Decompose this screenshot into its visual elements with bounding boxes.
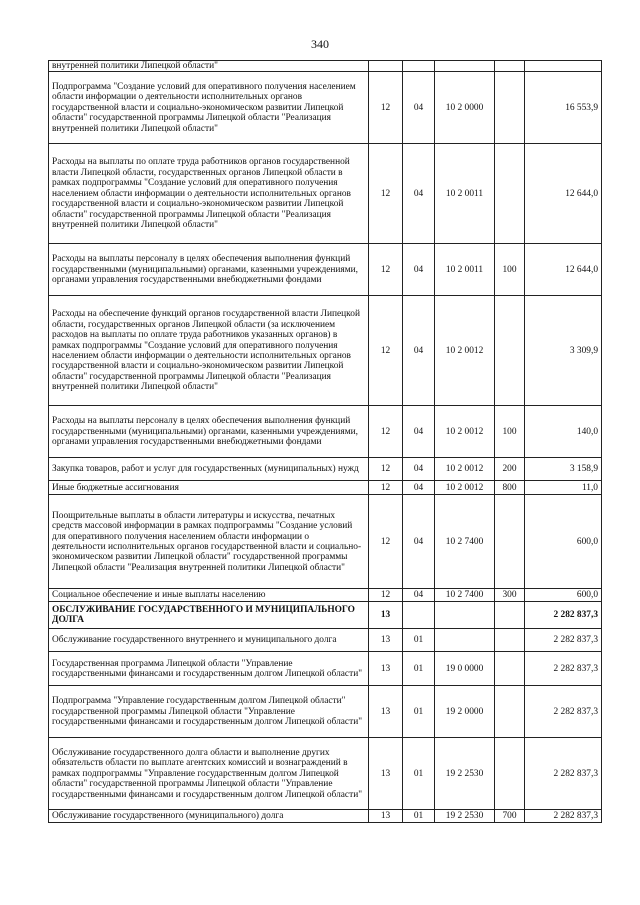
expense-type-cell: 700 xyxy=(495,810,525,823)
amount-cell: 12 644,0 xyxy=(525,144,602,244)
subsection-code-cell: 04 xyxy=(403,296,435,406)
expense-type-cell xyxy=(495,738,525,810)
amount-cell: 2 282 837,3 xyxy=(525,602,602,629)
amount-cell: 2 282 837,3 xyxy=(525,629,602,652)
page-number: 340 xyxy=(311,37,329,51)
amount-cell: 2 282 837,3 xyxy=(525,652,602,686)
expense-type-cell xyxy=(495,602,525,629)
table-row xyxy=(49,72,602,144)
section-code-cell: 12 xyxy=(369,458,403,481)
subsection-code-cell: 04 xyxy=(403,458,435,481)
amount-cell: 140,0 xyxy=(525,406,602,458)
table-row xyxy=(49,144,602,244)
expense-type-cell xyxy=(495,61,525,72)
expense-name-cell: Подпрограмма "Управление государственным долгом Липецкой области" государственной программы Липецкой области "Управление государственными финансами и государственным долгом Липецкой области" xyxy=(49,686,369,738)
expense-type-cell xyxy=(495,652,525,686)
section-code-cell: 13 xyxy=(369,629,403,652)
expense-name-cell: Расходы на выплаты персоналу в целях обеспечения выполнения функций государственными (муниципальными) органами, казенными учреждениями, органами управления государственными внебюджетными фондами xyxy=(49,244,369,296)
subsection-code-cell xyxy=(403,602,435,629)
expense-name-cell: Обслуживание государственного (муниципального) долга xyxy=(49,810,369,823)
amount-cell xyxy=(525,61,602,72)
table-row xyxy=(49,686,602,738)
subsection-code-cell: 04 xyxy=(403,72,435,144)
table-row xyxy=(49,481,602,495)
subsection-code-cell: 04 xyxy=(403,406,435,458)
expense-name-cell: Расходы на выплаты персоналу в целях обеспечения выполнения функций государственными (муниципальными) органами, казенными учреждениями, органами управления государственными внебюджетными фондами xyxy=(49,406,369,458)
section-code-cell: 12 xyxy=(369,589,403,602)
expense-name-cell: Обслуживание государственного внутреннего и муниципального долга xyxy=(49,629,369,652)
section-code-cell: 12 xyxy=(369,144,403,244)
section-code-cell xyxy=(369,61,403,72)
table-row xyxy=(49,652,602,686)
section-code-cell: 13 xyxy=(369,686,403,738)
table-row xyxy=(49,738,602,810)
table-row xyxy=(49,629,602,652)
subsection-code-cell: 04 xyxy=(403,481,435,495)
target-article-cell: 10 2 0012 xyxy=(435,458,495,481)
target-article-cell xyxy=(435,61,495,72)
amount-cell: 12 644,0 xyxy=(525,244,602,296)
amount-cell: 600,0 xyxy=(525,495,602,589)
target-article-cell: 19 2 2530 xyxy=(435,738,495,810)
expense-type-cell xyxy=(495,629,525,652)
target-article-cell: 19 2 2530 xyxy=(435,810,495,823)
expense-name-cell: Закупка товаров, работ и услуг для государственных (муниципальных) нужд xyxy=(49,458,369,481)
subsection-code-cell: 04 xyxy=(403,495,435,589)
expense-type-cell xyxy=(495,495,525,589)
subsection-code-cell xyxy=(403,61,435,72)
expense-name-cell: Расходы на обеспечение функций органов государственной власти Липецкой области, государственных органов Липецкой области (за исключением расходов на выплаты по оплате труда работников указанных органов) в рамках подпрограммы "Создание условий для оперативного получения населением области информации о деятельности исполнительных органов государственной власти и социально-экономическом развитии Липецкой области" государственной программы Липецкой области "Реализация внутренней политики Липецкой области" xyxy=(49,296,369,406)
subsection-code-cell: 01 xyxy=(403,629,435,652)
amount-cell: 2 282 837,3 xyxy=(525,738,602,810)
target-article-cell: 19 2 0000 xyxy=(435,686,495,738)
subsection-code-cell: 01 xyxy=(403,652,435,686)
target-article-cell: 10 2 0012 xyxy=(435,406,495,458)
budget-table-body xyxy=(49,61,602,823)
budget-table xyxy=(48,60,602,823)
section-code-cell: 13 xyxy=(369,652,403,686)
expense-type-cell xyxy=(495,296,525,406)
section-code-cell: 12 xyxy=(369,406,403,458)
expense-type-cell: 800 xyxy=(495,481,525,495)
section-code-cell: 12 xyxy=(369,481,403,495)
section-code-cell: 13 xyxy=(369,602,403,629)
amount-cell: 2 282 837,3 xyxy=(525,686,602,738)
subsection-code-cell: 04 xyxy=(403,589,435,602)
table-row xyxy=(49,495,602,589)
table-row xyxy=(49,61,602,72)
target-article-cell: 10 2 0011 xyxy=(435,144,495,244)
section-code-cell: 12 xyxy=(369,72,403,144)
expense-type-cell: 300 xyxy=(495,589,525,602)
target-article-cell: 10 2 0011 xyxy=(435,244,495,296)
section-code-cell: 12 xyxy=(369,244,403,296)
subsection-code-cell: 01 xyxy=(403,686,435,738)
amount-cell: 600,0 xyxy=(525,589,602,602)
expense-type-cell xyxy=(495,144,525,244)
section-code-cell: 12 xyxy=(369,495,403,589)
table-row xyxy=(49,406,602,458)
target-article-cell xyxy=(435,629,495,652)
target-article-cell: 10 2 7400 xyxy=(435,589,495,602)
amount-cell: 3 158,9 xyxy=(525,458,602,481)
expense-name-cell: внутренней политики Липецкой области" xyxy=(49,61,369,72)
expense-type-cell: 200 xyxy=(495,458,525,481)
table-row xyxy=(49,810,602,823)
table-row xyxy=(49,296,602,406)
expense-name-cell: Обслуживание государственного долга области и выполнение других обязательств области по выплате агентских комиссий и вознаграждений в рамках подпрограммы "Управление государственным долгом Липецкой области" государственной программы Липецкой области "Управление государственными финансами и государственным долгом Липецкой области" xyxy=(49,738,369,810)
target-article-cell: 10 2 0012 xyxy=(435,481,495,495)
amount-cell: 2 282 837,3 xyxy=(525,810,602,823)
expense-name-cell: Поощрительные выплаты в области литературы и искусства, печатных средств массовой информации в рамках подпрограммы "Создание условий для оперативного получения населением области информации о деятельности исполнительных органов государственной власти и социально-экономическом развитии Липецкой области" государственной программы Липецкой области "Реализация внутренней политики Липецкой области" xyxy=(49,495,369,589)
section-code-cell: 13 xyxy=(369,810,403,823)
subsection-code-cell: 04 xyxy=(403,244,435,296)
amount-cell: 3 309,9 xyxy=(525,296,602,406)
subsection-code-cell: 01 xyxy=(403,738,435,810)
expense-type-cell xyxy=(495,72,525,144)
target-article-cell xyxy=(435,602,495,629)
section-code-cell: 13 xyxy=(369,738,403,810)
target-article-cell: 10 2 0000 xyxy=(435,72,495,144)
table-row xyxy=(49,602,602,629)
amount-cell: 16 553,9 xyxy=(525,72,602,144)
expense-name-cell: Расходы на выплаты по оплате труда работников органов государственной власти Липецкой области, государственных органов Липецкой области в рамках подпрограммы "Создание условий для оперативного получения населением области информации о деятельности исполнительных органов государственной власти и социально-экономическом развитии Липецкой области" государственной программы Липецкой области "Реализация внутренней политики Липецкой области" xyxy=(49,144,369,244)
expense-type-cell: 100 xyxy=(495,406,525,458)
expense-type-cell xyxy=(495,686,525,738)
expense-name-cell: ОБСЛУЖИВАНИЕ ГОСУДАРСТВЕННОГО И МУНИЦИПАЛЬНОГО ДОЛГА xyxy=(49,602,369,629)
subsection-code-cell: 01 xyxy=(403,810,435,823)
expense-name-cell: Социальное обеспечение и иные выплаты населению xyxy=(49,589,369,602)
target-article-cell: 10 2 7400 xyxy=(435,495,495,589)
table-row xyxy=(49,589,602,602)
amount-cell: 11,0 xyxy=(525,481,602,495)
table-row xyxy=(49,458,602,481)
table-row xyxy=(49,244,602,296)
expense-type-cell: 100 xyxy=(495,244,525,296)
target-article-cell: 19 0 0000 xyxy=(435,652,495,686)
expense-name-cell: Подпрограмма "Создание условий для оперативного получения населением области информации о деятельности исполнительных органов государственной власти и социально-экономическом развитии Липецкой области" государственной программы Липецкой области "Реализация внутренней политики Липецкой области" xyxy=(49,72,369,144)
subsection-code-cell: 04 xyxy=(403,144,435,244)
section-code-cell: 12 xyxy=(369,296,403,406)
expense-name-cell: Иные бюджетные ассигнования xyxy=(49,481,369,495)
expense-name-cell: Государственная программа Липецкой области "Управление государственными финансами и государственным долгом Липецкой области" xyxy=(49,652,369,686)
target-article-cell: 10 2 0012 xyxy=(435,296,495,406)
